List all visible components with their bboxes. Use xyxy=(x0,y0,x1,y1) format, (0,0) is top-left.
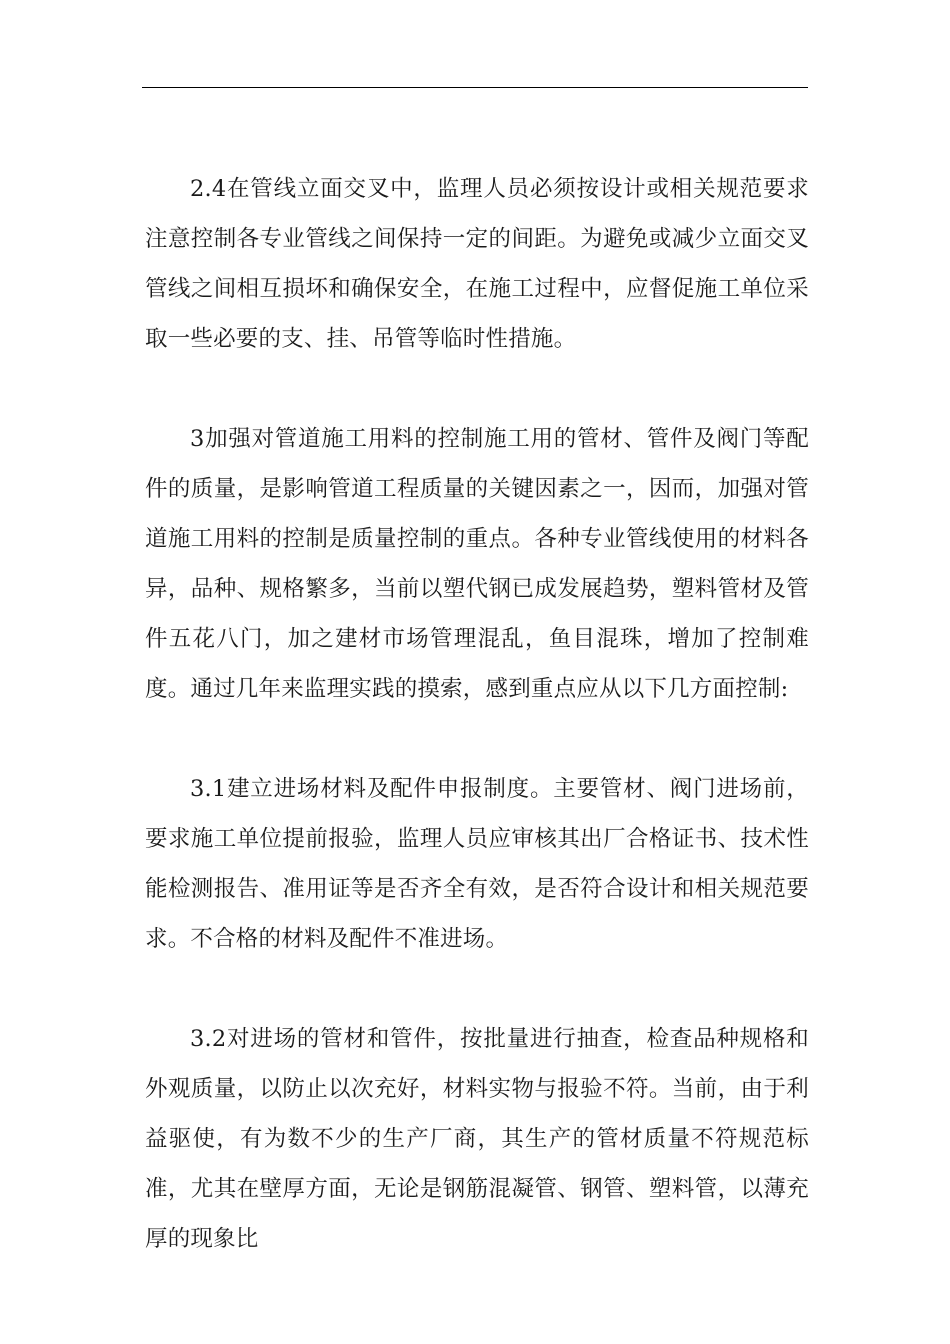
header-rule xyxy=(142,87,808,88)
paragraph-2-4: 2.4在管线立面交叉中，监理人员必须按设计或相关规范要求注意控制各专业管线之间保持一定的间距。为避免或减少立面交叉管线之间相互损坏和确保安全，在施工过程中，应督促施工单位采取一些必要的支、挂、吊管等临时性措施。 xyxy=(145,176,809,352)
paragraph-3: 3加强对管道施工用料的控制施工用的管材、管件及阀门等配件的质量，是影响管道工程质量的关键因素之一，因而，加强对管道施工用料的控制是质量控制的重点。各种专业管线使用的材料各异，品种、规格繁多，当前以塑代钢已成发展趋势，塑料管材及管件五花八门，加之建材市场管理混乱，鱼目混珠，增加了控制难度。通过几年来监理实践的摸索，感到重点应从以下几方面控制: xyxy=(145,426,809,702)
paragraph-3-2: 3.2对进场的管材和管件，按批量进行抽查，检查品种规格和外观质量，以防止以次充好，材料实物与报验不符。当前，由于利益驱使，有为数不少的生产厂商，其生产的管材质量不符规范标准，尤其在壁厚方面，无论是钢筋混凝管、钢管、塑料管，以薄充厚的现象比 xyxy=(145,1026,809,1252)
document-body xyxy=(145,164,809,1264)
paragraph-3-1: 3.1建立进场材料及配件申报制度。主要管材、阀门进场前，要求施工单位提前报验，监理人员应审核其出厂合格证书、技术性能检测报告、准用证等是否齐全有效，是否符合设计和相关规范要求。不合格的材料及配件不准进场。 xyxy=(145,776,809,952)
